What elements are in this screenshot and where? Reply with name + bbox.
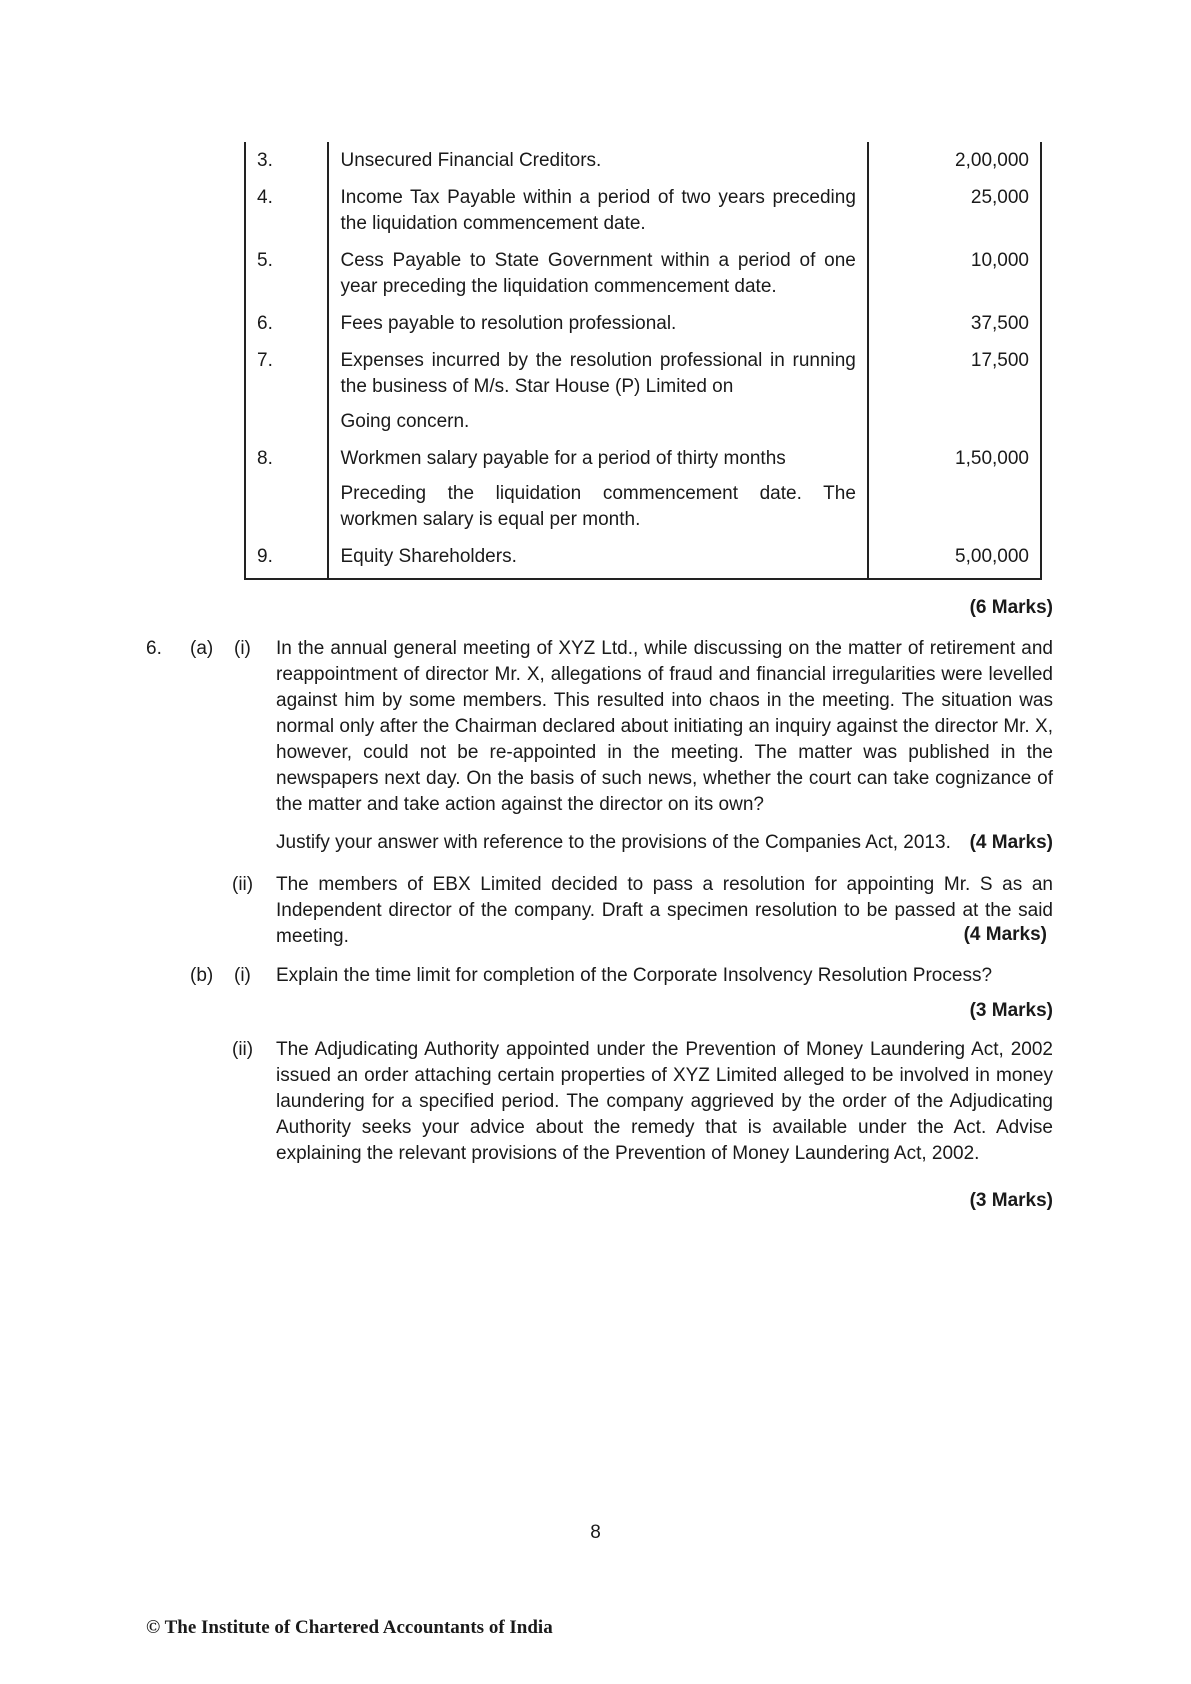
part-a-ii-text: The members of EBX Limited decided to pass a resolution for appointing Mr. S as an Independent director of the company. Draft a specimen resolution to be passed at the said meeting. [276, 874, 1053, 947]
row-number: 6. [245, 305, 328, 342]
part-a-i-justify-line [276, 830, 1053, 856]
table-row [245, 142, 1041, 179]
row-number [245, 405, 328, 440]
table-row [245, 440, 1041, 477]
table-row [245, 305, 1041, 342]
part-a-i-label: (i) [234, 638, 251, 659]
row-amount: 10,000 [868, 242, 1041, 305]
row-amount: 25,000 [868, 179, 1041, 242]
row-description: Fees payable to resolution professional. [328, 305, 867, 342]
row-description: Going concern. [328, 405, 867, 440]
part-a-ii-label: (ii) [232, 874, 254, 895]
part-b-i-text: Explain the time limit for completion of the Corporate Insolvency Resolution Process? [276, 965, 993, 986]
part-b-label: (b) [190, 965, 214, 986]
row-number: 9. [245, 538, 328, 579]
row-description: Equity Shareholders. [328, 538, 867, 579]
row-description: Preceding the liquidation commencement date. The workmen salary is equal per month. [328, 477, 867, 538]
row-amount [868, 477, 1041, 538]
row-number: 3. [245, 142, 328, 179]
footer-copyright: © The Institute of Chartered Accountants of India [146, 1617, 553, 1638]
row-number: 7. [245, 342, 328, 405]
row-amount: 17,500 [868, 342, 1041, 405]
row-description: Cess Payable to State Government within a period of one year preceding the liquidation commencement date. [328, 242, 867, 305]
part-a-ii-marks: (4 Marks) [963, 924, 1047, 945]
part-a-i-marks: (4 Marks) [969, 832, 1053, 853]
part-b-ii-marks: (3 Marks) [969, 1190, 1053, 1211]
table-row [245, 538, 1041, 579]
row-description: Income Tax Payable within a period of two years preceding the liquidation commencement date. [328, 179, 867, 242]
table-row [245, 477, 1041, 538]
table-row [245, 342, 1041, 405]
part-a-i-justify: Justify your answer with reference to the provisions of the Companies Act, 2013. [276, 832, 951, 853]
question-number: 6. [146, 638, 162, 659]
row-amount: 2,00,000 [868, 142, 1041, 179]
table-row [245, 405, 1041, 440]
table-marks: (6 Marks) [969, 597, 1053, 618]
row-number: 5. [245, 242, 328, 305]
row-amount: 5,00,000 [868, 538, 1041, 579]
row-number: 4. [245, 179, 328, 242]
table-row [245, 179, 1041, 242]
part-a-i-text: In the annual general meeting of XYZ Ltd., while discussing on the matter of retirement and reappointment of director Mr. X, allegations of fraud and financial irregularities were levelled against him by some members. This resulted into chaos in the meeting. The situation was normal only after the Chairman declared about initiating an inquiry against the director Mr. X, however, could not be re-appointed in the meeting. The matter was published in the newspapers next day. On the basis of such news, whether the court can take cognizance of the matter and take action against the director on its own? [276, 638, 1053, 815]
part-b-ii-label: (ii) [232, 1039, 254, 1060]
part-b-i-label: (i) [234, 965, 251, 986]
row-description: Unsecured Financial Creditors. [328, 142, 867, 179]
part-a-label: (a) [190, 638, 214, 659]
claims-table [244, 142, 1042, 580]
row-description: Workmen salary payable for a period of thirty months [328, 440, 867, 477]
page-number: 8 [590, 1522, 601, 1543]
row-number: 8. [245, 440, 328, 477]
part-b-ii-text: The Adjudicating Authority appointed under the Prevention of Money Laundering Act, 2002 issued an order attaching certain properties of XYZ Limited alleged to be involved in money laundering for a specified period. The company aggrieved by the order of the Adjudicating Authority seeks your advice about the remedy that is available under the Act. Advise explaining the relevant provisions of the Prevention of Money Laundering Act, 2002. [276, 1039, 1053, 1164]
table-row [245, 242, 1041, 305]
row-amount [868, 405, 1041, 440]
row-description: Expenses incurred by the resolution professional in running the business of M/s. Star House (P) Limited on [328, 342, 867, 405]
row-number [245, 477, 328, 538]
row-amount: 37,500 [868, 305, 1041, 342]
part-b-i-marks: (3 Marks) [969, 1000, 1053, 1021]
row-amount: 1,50,000 [868, 440, 1041, 477]
